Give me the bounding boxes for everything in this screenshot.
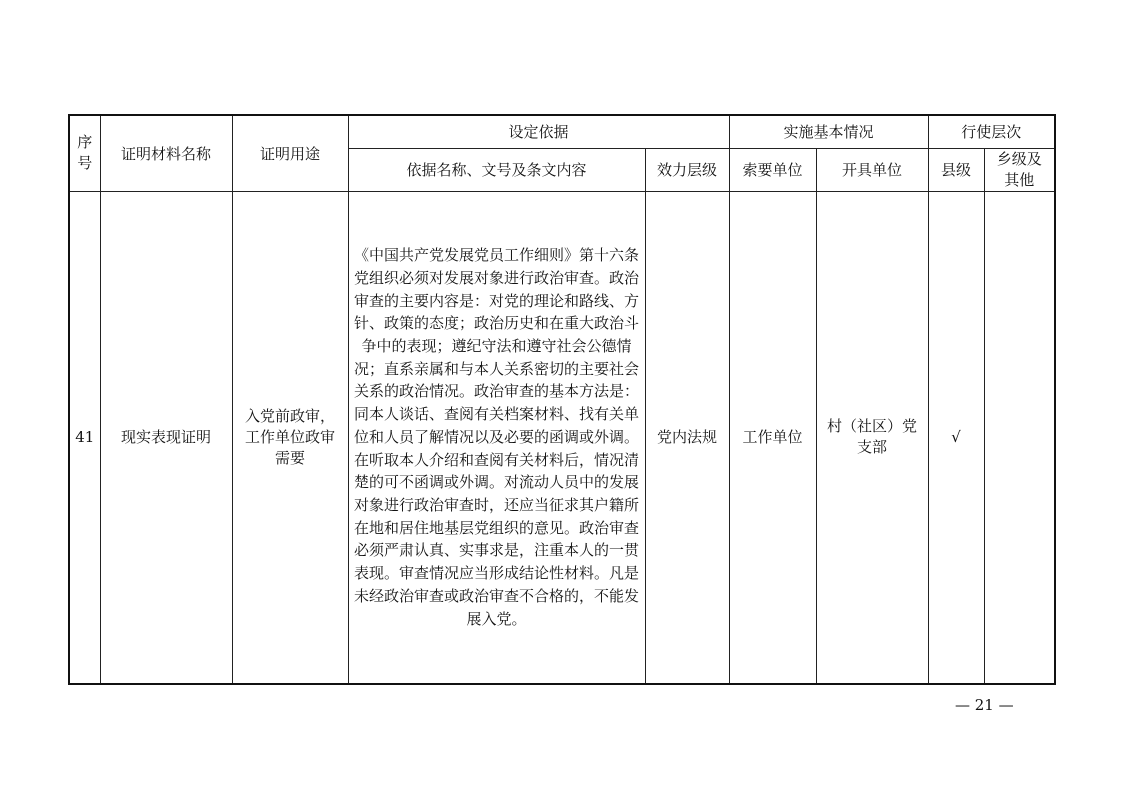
table-row bbox=[69, 191, 1055, 684]
header-level-group: 行使层次 bbox=[928, 115, 1055, 148]
page-number: — 21 — bbox=[955, 696, 1014, 714]
cell-issue-unit-text: 村（社区）党支部 bbox=[827, 417, 918, 457]
header-material-name: 证明材料名称 bbox=[100, 115, 232, 191]
header-township-text: 乡级及其他 bbox=[996, 149, 1042, 189]
cell-county-check: √ bbox=[928, 191, 984, 684]
cell-effect-level: 党内法规 bbox=[645, 191, 729, 684]
cell-purpose bbox=[232, 191, 348, 684]
header-implementation-group: 实施基本情况 bbox=[729, 115, 928, 148]
cell-township bbox=[984, 191, 1055, 684]
header-basis-group: 设定依据 bbox=[348, 115, 729, 148]
header-county: 县级 bbox=[928, 148, 984, 191]
certificate-table bbox=[68, 114, 1056, 685]
cell-seq: 41 bbox=[69, 191, 100, 684]
header-seq-text: 序号 bbox=[77, 133, 93, 173]
header-request-unit: 索要单位 bbox=[729, 148, 816, 191]
header-issue-unit: 开具单位 bbox=[816, 148, 928, 191]
cell-issue-unit bbox=[816, 191, 928, 684]
header-seq bbox=[69, 115, 100, 191]
header-effect-level: 效力层级 bbox=[645, 148, 729, 191]
header-township bbox=[984, 148, 1055, 191]
header-purpose: 证明用途 bbox=[232, 115, 348, 191]
cell-material-name: 现实表现证明 bbox=[100, 191, 232, 684]
cell-purpose-text: 入党前政审，工作单位政审需要 bbox=[244, 406, 335, 467]
header-basis-name: 依据名称、文号及条文内容 bbox=[348, 148, 645, 191]
cell-basis-content: 《中国共产党发展党员工作细则》第十六条 党组织必须对发展对象进行政治审查。政治审查的主要内容是：对党的理论和路线、方针、政策的态度；政治历史和在重大政治斗争中的表现；遵纪守法和遵守社会公德情况；直系亲属和与本人关系密切的主要社会关系的政治情况。政治审查的基本方法是：同本人谈话、查阅有关档案材料、找有关单位和人员了解情况以及必要的函调或外调。在听取本人介绍和查阅有关材料后，情况清楚的可不函调或外调。对流动人员中的发展对象进行政治审查时，还应当征求其户籍所在地和居住地基层党组织的意见。政治审查必须严肃认真、实事求是，注重本人的一贯表现。审查情况应当形成结论性材料。凡是未经政治审查或政治审查不合格的，不能发展入党。 bbox=[348, 191, 645, 684]
cell-request-unit: 工作单位 bbox=[729, 191, 816, 684]
